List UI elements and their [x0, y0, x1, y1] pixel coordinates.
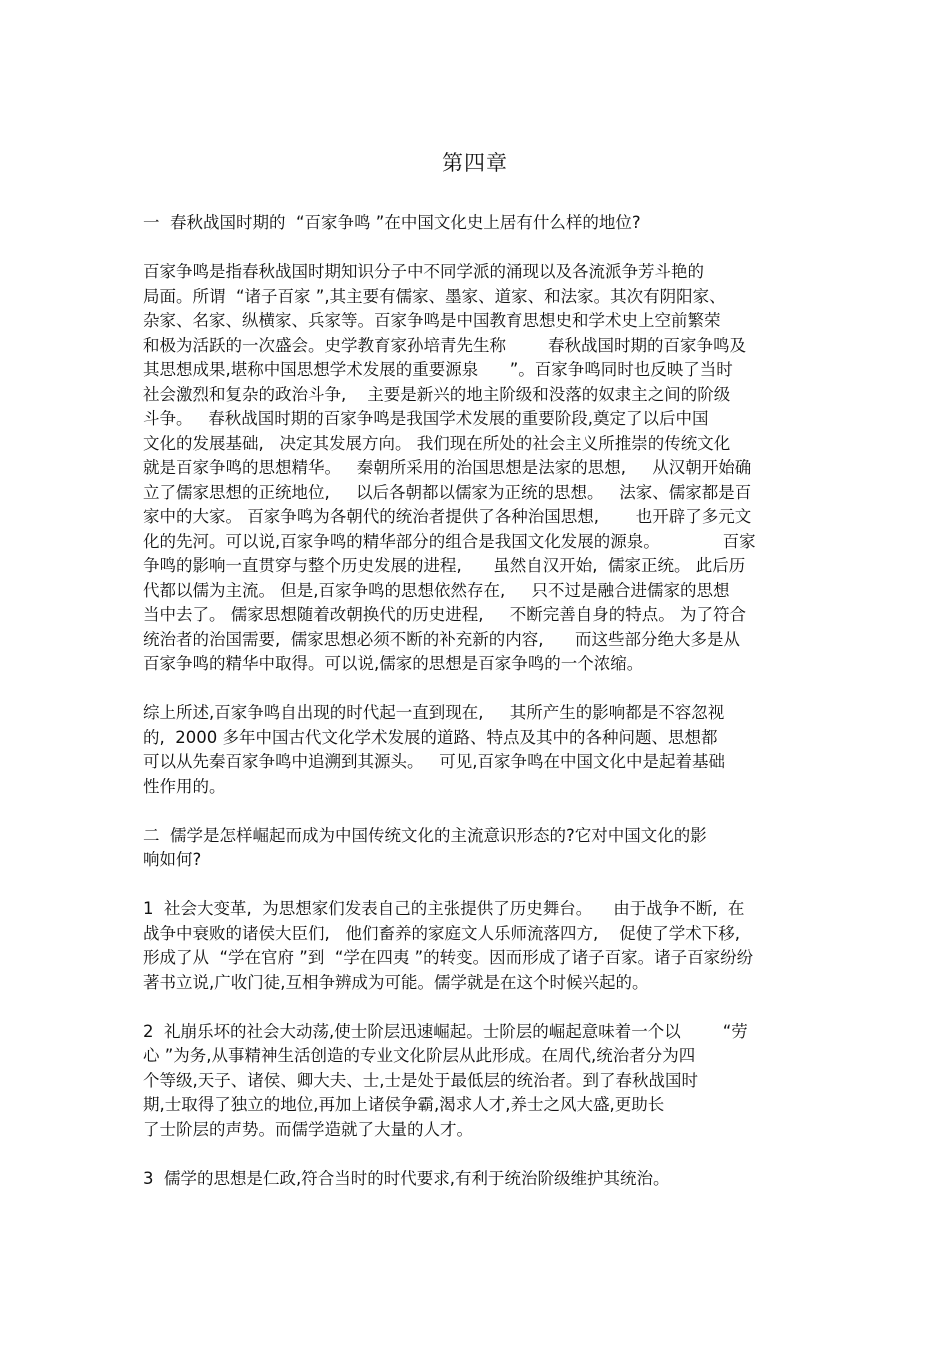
text-line: 争鸣的影响一直贯穿与整个历史发展的进程, 虽然自汉开始, 儒家正统。 此后历: [143, 556, 746, 575]
text-line: 社会激烈和复杂的政治斗争, 主要是新兴的地主阶级和没落的奴隶主之间的阶级: [143, 384, 731, 404]
paragraph-gap: [143, 995, 808, 1020]
q2-paragraph-1: [143, 897, 808, 995]
text-line: 2 礼崩乐坏的社会大动荡,使士阶层迅速崛起。士阶层的崛起意味着一个以 “劳: [143, 1021, 748, 1041]
question-2-heading: [143, 824, 808, 873]
q1-paragraph-1: [143, 260, 808, 677]
text-line: 百家争鸣的精华中取得。可以说,儒家的思想是百家争鸣的一个浓缩。: [143, 654, 644, 673]
document-body: [143, 211, 808, 1191]
text-line: 化的先河。可以说,百家争鸣的精华部分的组合是我国文化发展的源泉。 百家: [143, 531, 756, 551]
text-line: 文化的发展基础, 决定其发展方向。 我们现在所处的社会主义所推崇的传统文化: [143, 433, 731, 453]
paragraph-gap: [143, 1142, 808, 1167]
text-line: 3 儒学的思想是仁政,符合当时的时代要求,有利于统治阶级维护其统治。: [143, 1168, 670, 1188]
text-line: 百家争鸣是指春秋战国时期知识分子中不同学派的涌现以及各流派争芳斗艳的: [143, 262, 704, 281]
text-line: 家中的大家。 百家争鸣为各朝代的统治者提供了各种治国思想, 也开辟了多元文: [143, 507, 752, 526]
text-line: 立了儒家思想的正统地位, 以后各朝都以儒家为正统的思想。 法家、儒家都是百: [143, 482, 752, 502]
text-line: 著书立说,广收门徒,互相争辨成为可能。儒学就是在这个时候兴起的。: [143, 972, 649, 992]
q2-paragraph-2: [143, 1020, 808, 1143]
text-line: 代都以儒为主流。 但是,百家争鸣的思想依然存在, 只不过是融合进儒家的思想: [143, 580, 730, 600]
text-line: 其思想成果,堪称中国思想学术发展的重要源泉 ”。百家争鸣同时也反映了当时: [143, 360, 733, 379]
paragraph-gap: [143, 236, 808, 261]
q2-paragraph-3: [143, 1167, 808, 1192]
text-line: 局面。所谓 “诸子百家 ”,其主要有儒家、墨家、道家、和法家。其次有阴阳家、: [143, 286, 726, 306]
paragraph-gap: [143, 873, 808, 898]
text-line: 形成了从 “学在官府 ”到 “学在四夷 ”的转变。因而形成了诸子百家。诸子百家纷纷: [143, 948, 754, 967]
text-line: 可以从先秦百家争鸣中追溯到其源头。 可见,百家争鸣在中国文化中是起着基础: [143, 752, 725, 771]
text-line: 斗争。 春秋战国时期的百家争鸣是我国学术发展的重要阶段,奠定了以后中国: [143, 409, 709, 428]
question-1-heading: 一 春秋战国时期的 “百家争鸣 ”在中国文化史上居有什么样的地位?: [143, 213, 641, 232]
text-line: 和极为活跃的一次盛会。史学教育家孙培青先生称 春秋战国时期的百家争鸣及: [143, 335, 746, 355]
text-line: 期,士取得了独立的地位,再加上诸侯争霸,渴求人才,养士之风大盛,更助长: [143, 1095, 665, 1114]
text-line: 1 社会大变革, 为思想家们发表自己的主张提供了历史舞台。 由于战争不断, 在: [143, 899, 745, 918]
text-line: 的, 2000 多年中国古代文化学术发展的道路、特点及其中的各种问题、思想都: [143, 727, 718, 747]
chapter-title: 第四章: [442, 151, 508, 175]
text-line: 了士阶层的声势。而儒学造就了大量的人才。: [143, 1119, 473, 1139]
paragraph-gap: [143, 799, 808, 824]
paragraph-gap: [143, 677, 808, 702]
text-line: 战争中衰败的诸侯大臣们, 他们畜养的家庭文人乐师流落四方, 促使了学术下移,: [143, 923, 740, 943]
text-line: 二 儒学是怎样崛起而成为中国传统文化的主流意识形态的?它对中国文化的影: [143, 825, 707, 845]
text-line: 杂家、名家、纵横家、兵家等。百家争鸣是中国教育思想史和学术史上空前繁荣: [143, 311, 721, 330]
q1-paragraph-2: [143, 701, 808, 799]
text-line: 性作用的。: [143, 776, 226, 796]
text-line: 个等级,天子、诸侯、卿大夫、士,士是处于最低层的统治者。到了春秋战国时: [143, 1070, 698, 1090]
text-line: 当中去了。 儒家思想随着改朝换代的历史进程, 不断完善自身的特点。 为了符合: [143, 605, 746, 624]
text-line: 综上所述,百家争鸣自出现的时代起一直到现在, 其所产生的影响都是不容忽视: [143, 703, 725, 722]
text-line: 响如何?: [143, 850, 202, 869]
text-line: 心 ”为务,从事精神生活创造的专业文化阶层从此形成。在周代,统治者分为四: [143, 1046, 696, 1065]
text-line: 统治者的治国需要, 儒家思想必须不断的补充新的内容, 而这些部分绝大多是从: [143, 629, 740, 649]
text-line: 就是百家争鸣的思想精华。 秦朝所采用的治国思想是法家的思想, 从汉朝开始确: [143, 458, 752, 477]
